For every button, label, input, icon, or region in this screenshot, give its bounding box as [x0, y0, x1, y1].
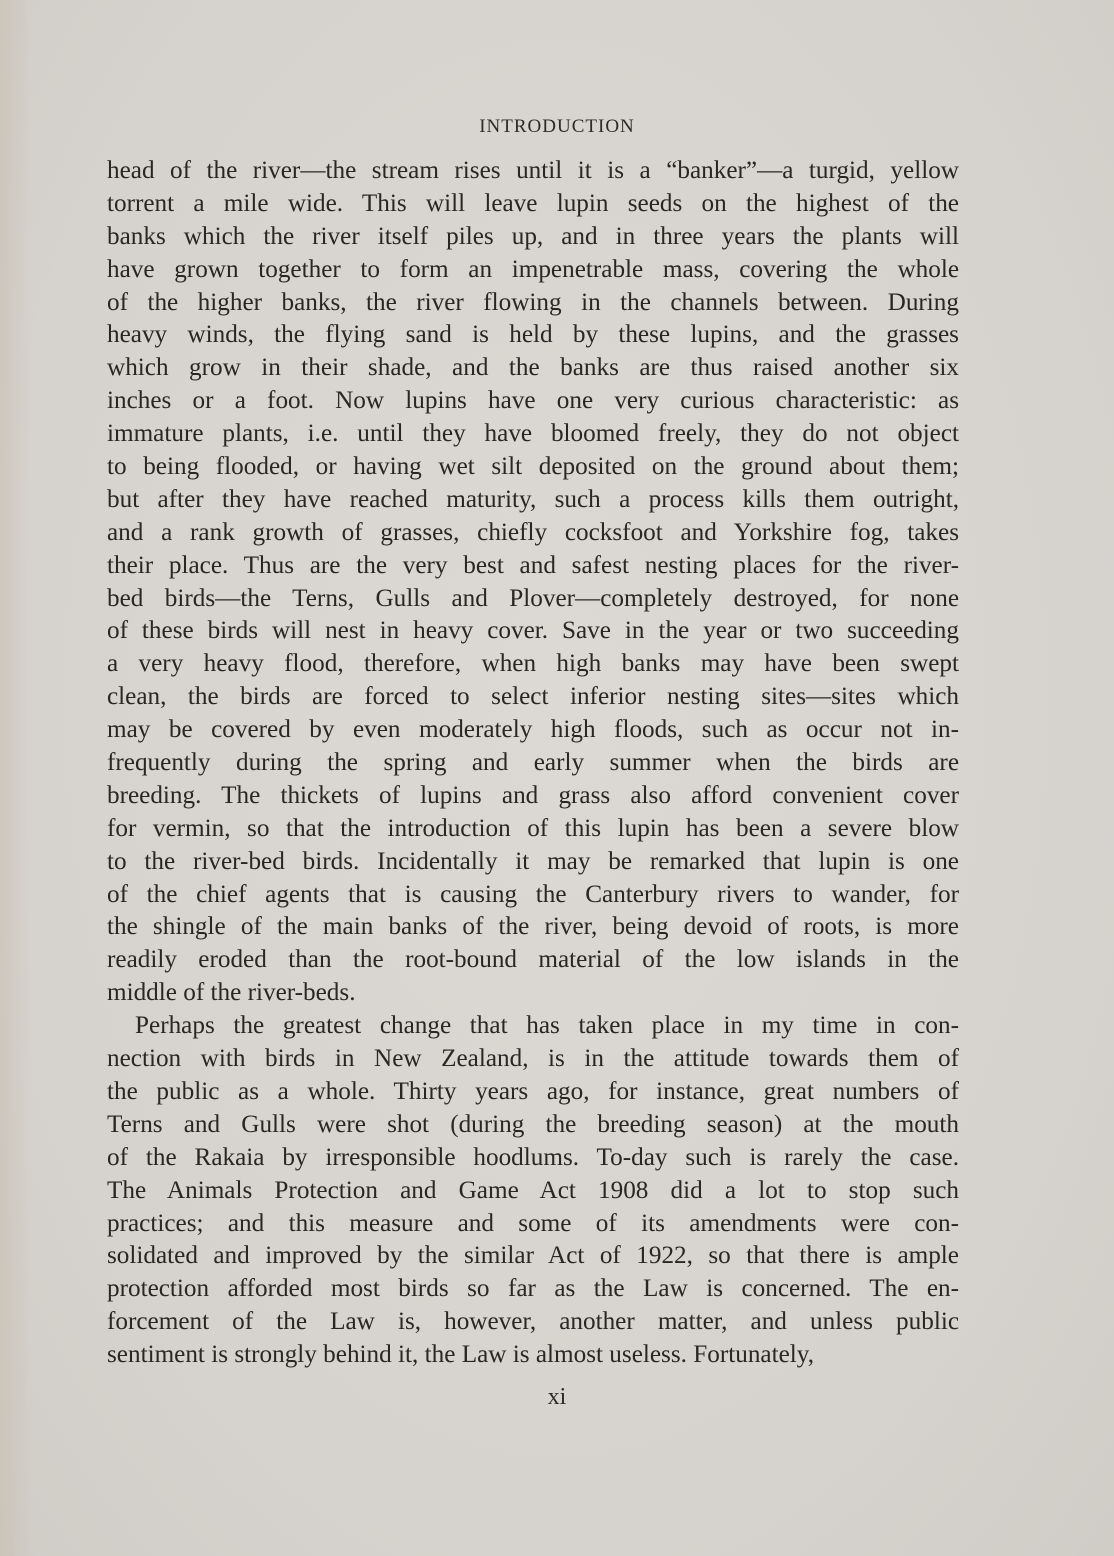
- text-line: for vermin, so that the introduction of this lupin has been a severe blow: [107, 814, 959, 842]
- text-line: banks which the river itself piles up, and in three years the plants will: [107, 222, 959, 250]
- text-line: the public as a whole. Thirty years ago, for instance, great numbers of: [107, 1077, 959, 1105]
- text-line: practices; and this measure and some of its amendments were con-: [107, 1209, 959, 1237]
- text-line: head of the river—the stream rises until it is a “banker”—a turgid, yellow: [107, 157, 959, 184]
- text-line: of the higher banks, the river flowing in the channels between. During: [107, 288, 959, 316]
- text-line: frequently during the spring and early summer when the birds are: [107, 749, 959, 777]
- page-edge-shadow: [0, 0, 30, 1556]
- text-line: have grown together to form an impenetrable mass, covering the whole: [107, 255, 959, 283]
- text-line: which grow in their shade, and the banks are thus raised another six: [107, 354, 959, 382]
- text-line: Terns and Gulls were shot (during the breeding season) at the mouth: [107, 1110, 959, 1138]
- text-line: inches or a foot. Now lupins have one very curious characteristic: as: [107, 387, 959, 415]
- text-line: a very heavy flood, therefore, when high banks may have been swept: [107, 650, 959, 678]
- text-line: the shingle of the main banks of the river, being devoid of roots, is more: [107, 913, 959, 941]
- body-text: [107, 155, 959, 1372]
- page-number: xi: [547, 1384, 567, 1410]
- text-line: immature plants, i.e. until they have bloomed freely, they do not object: [107, 420, 959, 448]
- text-line: may be covered by even moderately high floods, such as occur not in-: [107, 716, 959, 744]
- text-line: bed birds—the Terns, Gulls and Plover—completely destroyed, for none: [107, 584, 959, 612]
- text-line: and a rank growth of grasses, chiefly cocksfoot and Yorkshire fog, takes: [107, 518, 959, 546]
- paragraph-2: [107, 1010, 959, 1372]
- text-line: torrent a mile wide. This will leave lupin seeds on the highest of the: [107, 189, 959, 217]
- text-line: of these birds will nest in heavy cover. Save in the year or two succeeding: [107, 617, 959, 645]
- paragraph-1: [107, 155, 959, 1010]
- text-line: readily eroded than the root-bound material of the low islands in the: [107, 946, 959, 974]
- text-line: heavy winds, the flying sand is held by these lupins, and the grasses: [107, 321, 959, 349]
- text-line: to being flooded, or having wet silt deposited on the ground about them;: [107, 453, 959, 481]
- text-line: of the chief agents that is causing the Canterbury rivers to wander, for: [107, 880, 959, 908]
- text-line: but after they have reached maturity, such a process kills them outright,: [107, 485, 959, 513]
- text-line: sentiment is strongly behind it, the Law is almost useless. Fortunately,: [107, 1341, 815, 1369]
- text-line: nection with birds in New Zealand, is in the attitude towards them of: [107, 1045, 959, 1073]
- text-line: The Animals Protection and Game Act 1908 did a lot to stop such: [107, 1176, 959, 1204]
- running-head: INTRODUCTION: [479, 116, 635, 137]
- text-line: their place. Thus are the very best and safest nesting places for the river-: [107, 551, 959, 579]
- text-line: Perhaps the greatest change that has taken place in my time in con-: [135, 1012, 959, 1040]
- text-line: protection afforded most birds so far as the Law is concerned. The en-: [107, 1275, 959, 1303]
- text-line: middle of the river-beds.: [107, 979, 356, 1007]
- text-line: forcement of the Law is, however, another matter, and unless public: [107, 1308, 959, 1336]
- text-line: solidated and improved by the similar Act of 1922, so that there is ample: [107, 1242, 959, 1270]
- text-line: of the Rakaia by irresponsible hoodlums. To-day such is rarely the case.: [107, 1143, 959, 1171]
- text-line: to the river-bed birds. Incidentally it may be remarked that lupin is one: [107, 847, 959, 875]
- text-line: breeding. The thickets of lupins and grass also afford convenient cover: [107, 781, 959, 809]
- text-line: clean, the birds are forced to select inferior nesting sites—sites which: [107, 683, 959, 711]
